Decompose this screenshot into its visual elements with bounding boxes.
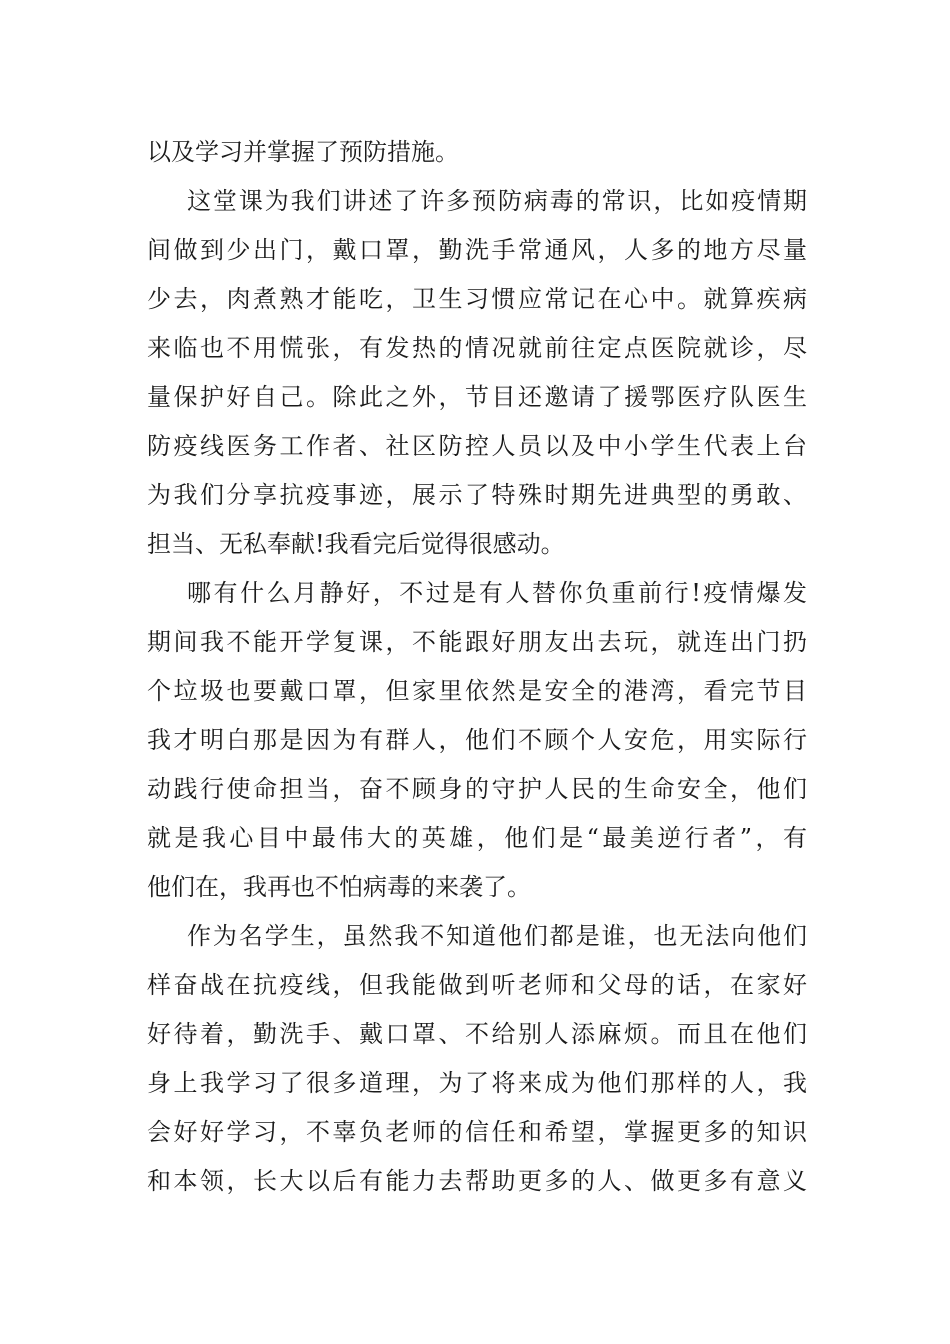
text-line: 为我们分享抗疫事迹，展示了特殊时期先进典型的勇敢、 [147, 481, 807, 509]
text-line: 哪有什么月静好，不过是有人替你负重前行!疫情爆发 [187, 579, 807, 607]
text-line: 少去，肉煮熟才能吃，卫生习惯应常记在心中。就算疾病 [147, 285, 807, 313]
text-line: 会好好学习，不辜负老师的信任和希望，掌握更多的知识 [147, 1118, 807, 1146]
text-line: 身上我学习了很多道理，为了将来成为他们那样的人，我 [147, 1069, 807, 1097]
text-line: 好待着，勤洗手、戴口罩、不给别人添麻烦。而且在他们 [147, 1020, 807, 1048]
text-line: 间做到少出门，戴口罩，勤洗手常通风，人多的地方尽量 [147, 236, 807, 264]
text-line: 他们在，我再也不怕病毒的来袭了。 [147, 873, 531, 901]
text-line: 来临也不用慌张，有发热的情况就前往定点医院就诊，尽 [147, 334, 807, 362]
body-text [147, 128, 807, 1206]
text-line: 防疫线医务工作者、社区防控人员以及中小学生代表上台 [147, 432, 807, 460]
text-line: 样奋战在抗疫线，但我能做到听老师和父母的话，在家好 [147, 971, 807, 999]
text-line: 作为名学生，虽然我不知道他们都是谁，也无法向他们 [187, 922, 807, 950]
text-line: 这堂课为我们讲述了许多预防病毒的常识，比如疫情期 [187, 187, 807, 215]
text-line: 我才明白那是因为有群人，他们不顾个人安危，用实际行 [147, 726, 807, 754]
text-line: 和本领，长大以后有能力去帮助更多的人、做更多有意义 [147, 1167, 807, 1195]
text-line: 动践行使命担当，奋不顾身的守护人民的生命安全，他们 [147, 775, 807, 803]
text-line: 以及学习并掌握了预防措施。 [147, 138, 459, 166]
text-line: 个垃圾也要戴口罩，但家里依然是安全的港湾，看完节目 [147, 677, 807, 705]
text-line: 期间我不能开学复课，不能跟好朋友出去玩，就连出门扔 [147, 628, 807, 656]
text-line: 就是我心目中最伟大的英雄，他们是“最美逆行者”，有 [147, 824, 807, 852]
text-line: 量保护好自己。除此之外，节目还邀请了援鄂医疗队医生 [147, 383, 807, 411]
text-line: 担当、无私奉献!我看完后觉得很感动。 [147, 530, 565, 558]
